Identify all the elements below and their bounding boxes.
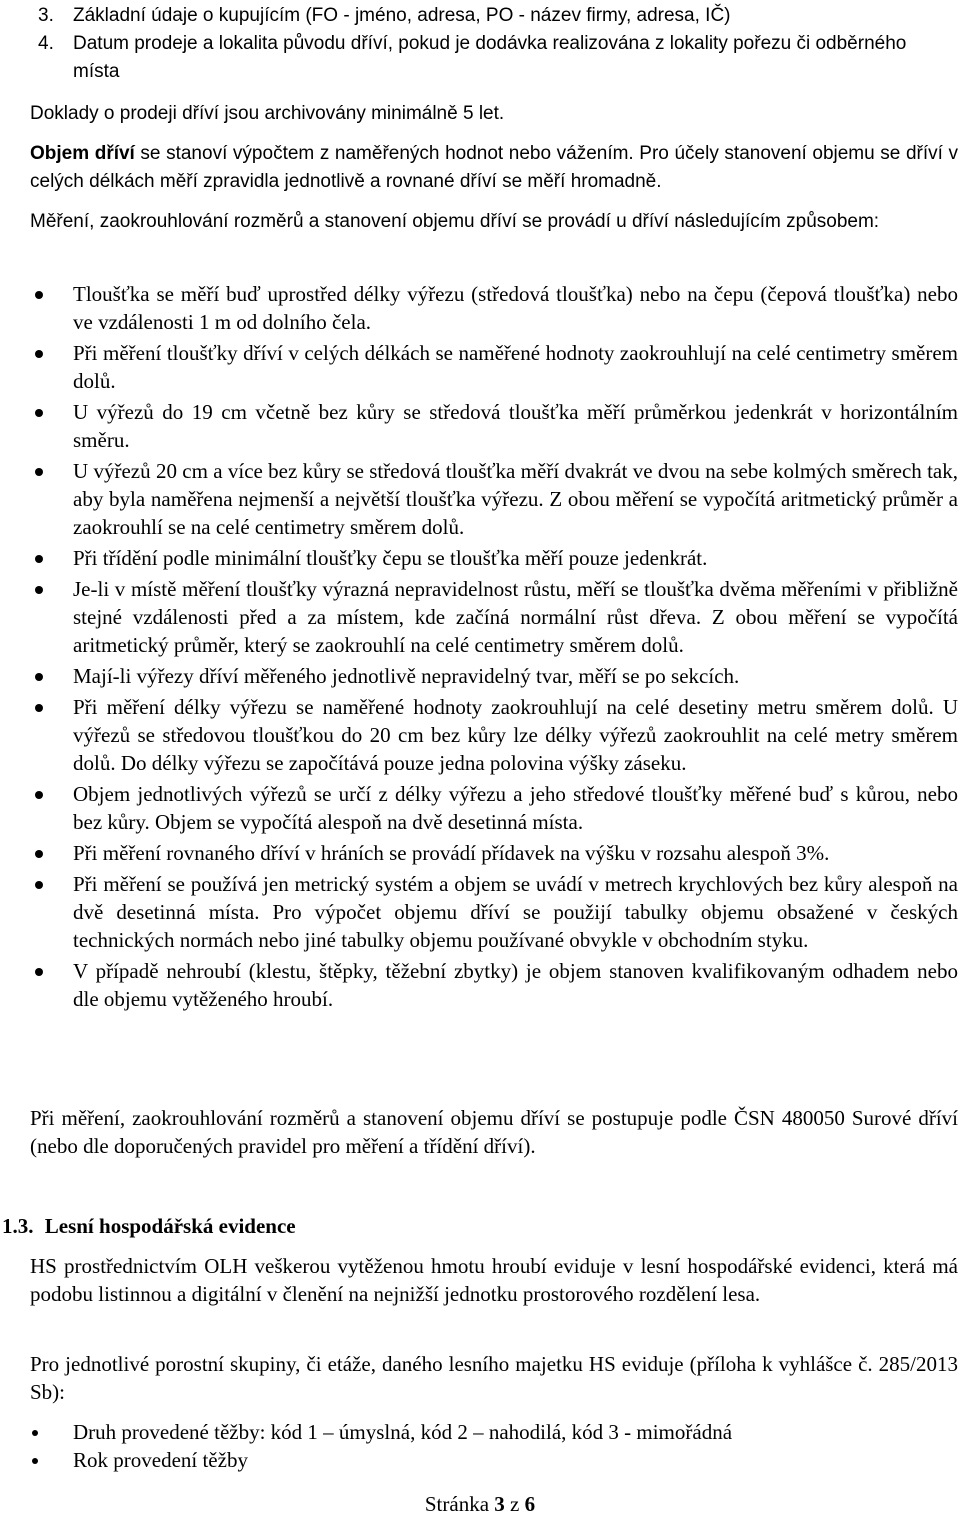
list-item: Rok provedení těžby — [30, 1446, 958, 1474]
item-number: 3. — [38, 5, 54, 26]
list-item: Při třídění podle minimální tloušťky čepu se tloušťka měří pouze jedenkrát. — [30, 544, 958, 572]
bullet-icon — [35, 586, 43, 594]
list-item: Při měření rovnaného dříví v hráních se provádí přídavek na výšku v rozsahu alespoň 3%. — [30, 839, 958, 867]
evidence-paragraph: HS prostřednictvím OLH veškerou vytěženou hmotu hroubí eviduje v lesní hospodářské evidenci, která má podobu listinnou a digitální v členění na nejnižší jednotku prostorového rozdělení lesa. — [30, 1254, 958, 1306]
list-item: V případě nehroubí (klestu, štěpky, těžební zbytky) je objem stanoven kvalifikovaným odhadem nebo dle objemu vytěženého hroubí. — [30, 957, 958, 1013]
bullet-icon — [35, 409, 43, 417]
bullet-icon — [35, 673, 43, 681]
item-number: 4. — [38, 33, 54, 54]
list-item: Mají-li výřezy dříví měřeného jednotlivě nepravidelný tvar, měří se po sekcích. — [30, 662, 958, 690]
bullet-icon — [32, 1458, 38, 1464]
bullet-icon — [32, 1430, 38, 1436]
measurement-bullets — [30, 280, 958, 1013]
item-text: Základní údaje o kupujícím (FO - jméno, adresa, PO - název firmy, adresa, IČ) — [73, 5, 731, 26]
archive-note: Doklady o prodeji dříví jsou archivovány minimálně 5 let. — [30, 103, 505, 124]
list-item: Je-li v místě měření tloušťky výrazná nepravidelnost růstu, měří se tloušťka dvěma měřeními v přibližně stejné vzdálenosti před a za místem, kde začíná normální růst dřeva. Z obou měření se vypočítá aritmetický průměr, který se zaokrouhlí na celé centimetry směrem dolů. — [30, 575, 958, 659]
volume-paragraph — [30, 140, 958, 196]
section-title: Lesní hospodářská evidence — [44, 1214, 296, 1238]
numbered-item — [30, 2, 958, 30]
list-item: Při měření se používá jen metrický systém a objem se uvádí v metrech krychlových bez kůry alespoň na dvě desetinná místa. Pro výpočet objemu dříví se použijí tabulky objemu obsažené v českých technických normách nebo jiné tabulky objemu používané obvykle v obchodním styku. — [30, 870, 958, 954]
volume-text: se stanoví výpočtem z naměřených hodnot nebo vážením. — [134, 143, 634, 164]
bullet-icon — [35, 881, 43, 889]
list-item: Při měření délky výřezu se naměřené hodnoty zaokrouhlují na celé desetiny metru směrem dolů. U výřezů se středovou tloušťkou do 20 cm bez kůry lze délky výřezů zaokrouhlit na celé metry směrem dolů. Do délky výřezu se započítává pouze jedna polovina výšky záseku. — [30, 693, 958, 777]
bullet-icon — [35, 791, 43, 799]
bullet-icon — [35, 291, 43, 299]
page-footer — [0, 1490, 960, 1518]
list-item: Druh provedené těžby: kód 1 – úmyslná, kód 2 – nahodilá, kód 3 - mimořádná — [30, 1418, 958, 1446]
csn-paragraph: Při měření, zaokrouhlování rozměrů a stanovení objemu dříví se postupuje podle ČSN 480050 Surové dříví (nebo dle doporučených pravidel pro měření a třídění dříví). — [30, 1106, 958, 1158]
volume-text-second: Pro účely stanovení objemu se dříví v celých délkách měří zpravidla jednotlivě a rovnané dříví se měří hromadně. — [30, 143, 958, 192]
section-number: 1.3. — [2, 1214, 34, 1238]
section-heading — [2, 1212, 296, 1240]
list-item: Při měření tloušťky dříví v celých délkách se naměřené hodnoty zaokrouhlují na celé centimetry směrem dolů. — [30, 339, 958, 395]
list-item: U výřezů 20 cm a více bez kůry se středová tloušťka měří dvakrát ve dvou na sebe kolmých směrech tak, aby byla naměřena nejmenší a největší tloušťka výřezu. Z obou měření se vypočítá aritmetický průměr a zaokrouhlí se na celé centimetry směrem dolů. — [30, 457, 958, 541]
volume-bold-term: Objem dříví — [30, 143, 135, 164]
evidence-bullets — [30, 1418, 958, 1474]
list-item: Tloušťka se měří buď uprostřed délky výřezu (středová tloušťka) nebo na čepu (čepová tloušťka) nebo ve vzdálenosti 1 m od dolního čela. — [30, 280, 958, 336]
bullet-icon — [35, 968, 43, 976]
page-number: 3 — [494, 1492, 505, 1516]
bullet-icon — [35, 850, 43, 858]
page-total: 6 — [524, 1492, 536, 1516]
bullet-icon — [35, 555, 43, 563]
bullet-icon — [35, 704, 43, 712]
bullet-icon — [35, 350, 43, 358]
footer-prefix: Stránka — [424, 1492, 495, 1516]
measure-intro: Měření, zaokrouhlování rozměrů a stanovení objemu dříví se provádí u dříví následujícím způsobem: — [30, 211, 880, 232]
numbered-item — [30, 30, 958, 86]
numbered-list — [30, 2, 958, 86]
list-item: Objem jednotlivých výřezů se určí z délky výřezu a jeho středové tloušťky měřené buď s kůrou, nebo bez kůry. Objem se vypočítá alespoň na dvě desetinná místa. — [30, 780, 958, 836]
groups-paragraph: Pro jednotlivé porostní skupiny, či etáže, daného lesního majetku HS eviduje (příloha k vyhlášce č. 285/2013 Sb): — [30, 1352, 958, 1404]
footer-mid: z — [504, 1492, 525, 1516]
bullet-icon — [35, 468, 43, 476]
list-item: U výřezů do 19 cm včetně bez kůry se středová tloušťka měří průměrkou jedenkrát v horizontálním směru. — [30, 398, 958, 454]
item-text: Datum prodeje a lokalita původu dříví, pokud je dodávka realizována z lokality pořezu či odběrného místa — [73, 33, 907, 82]
